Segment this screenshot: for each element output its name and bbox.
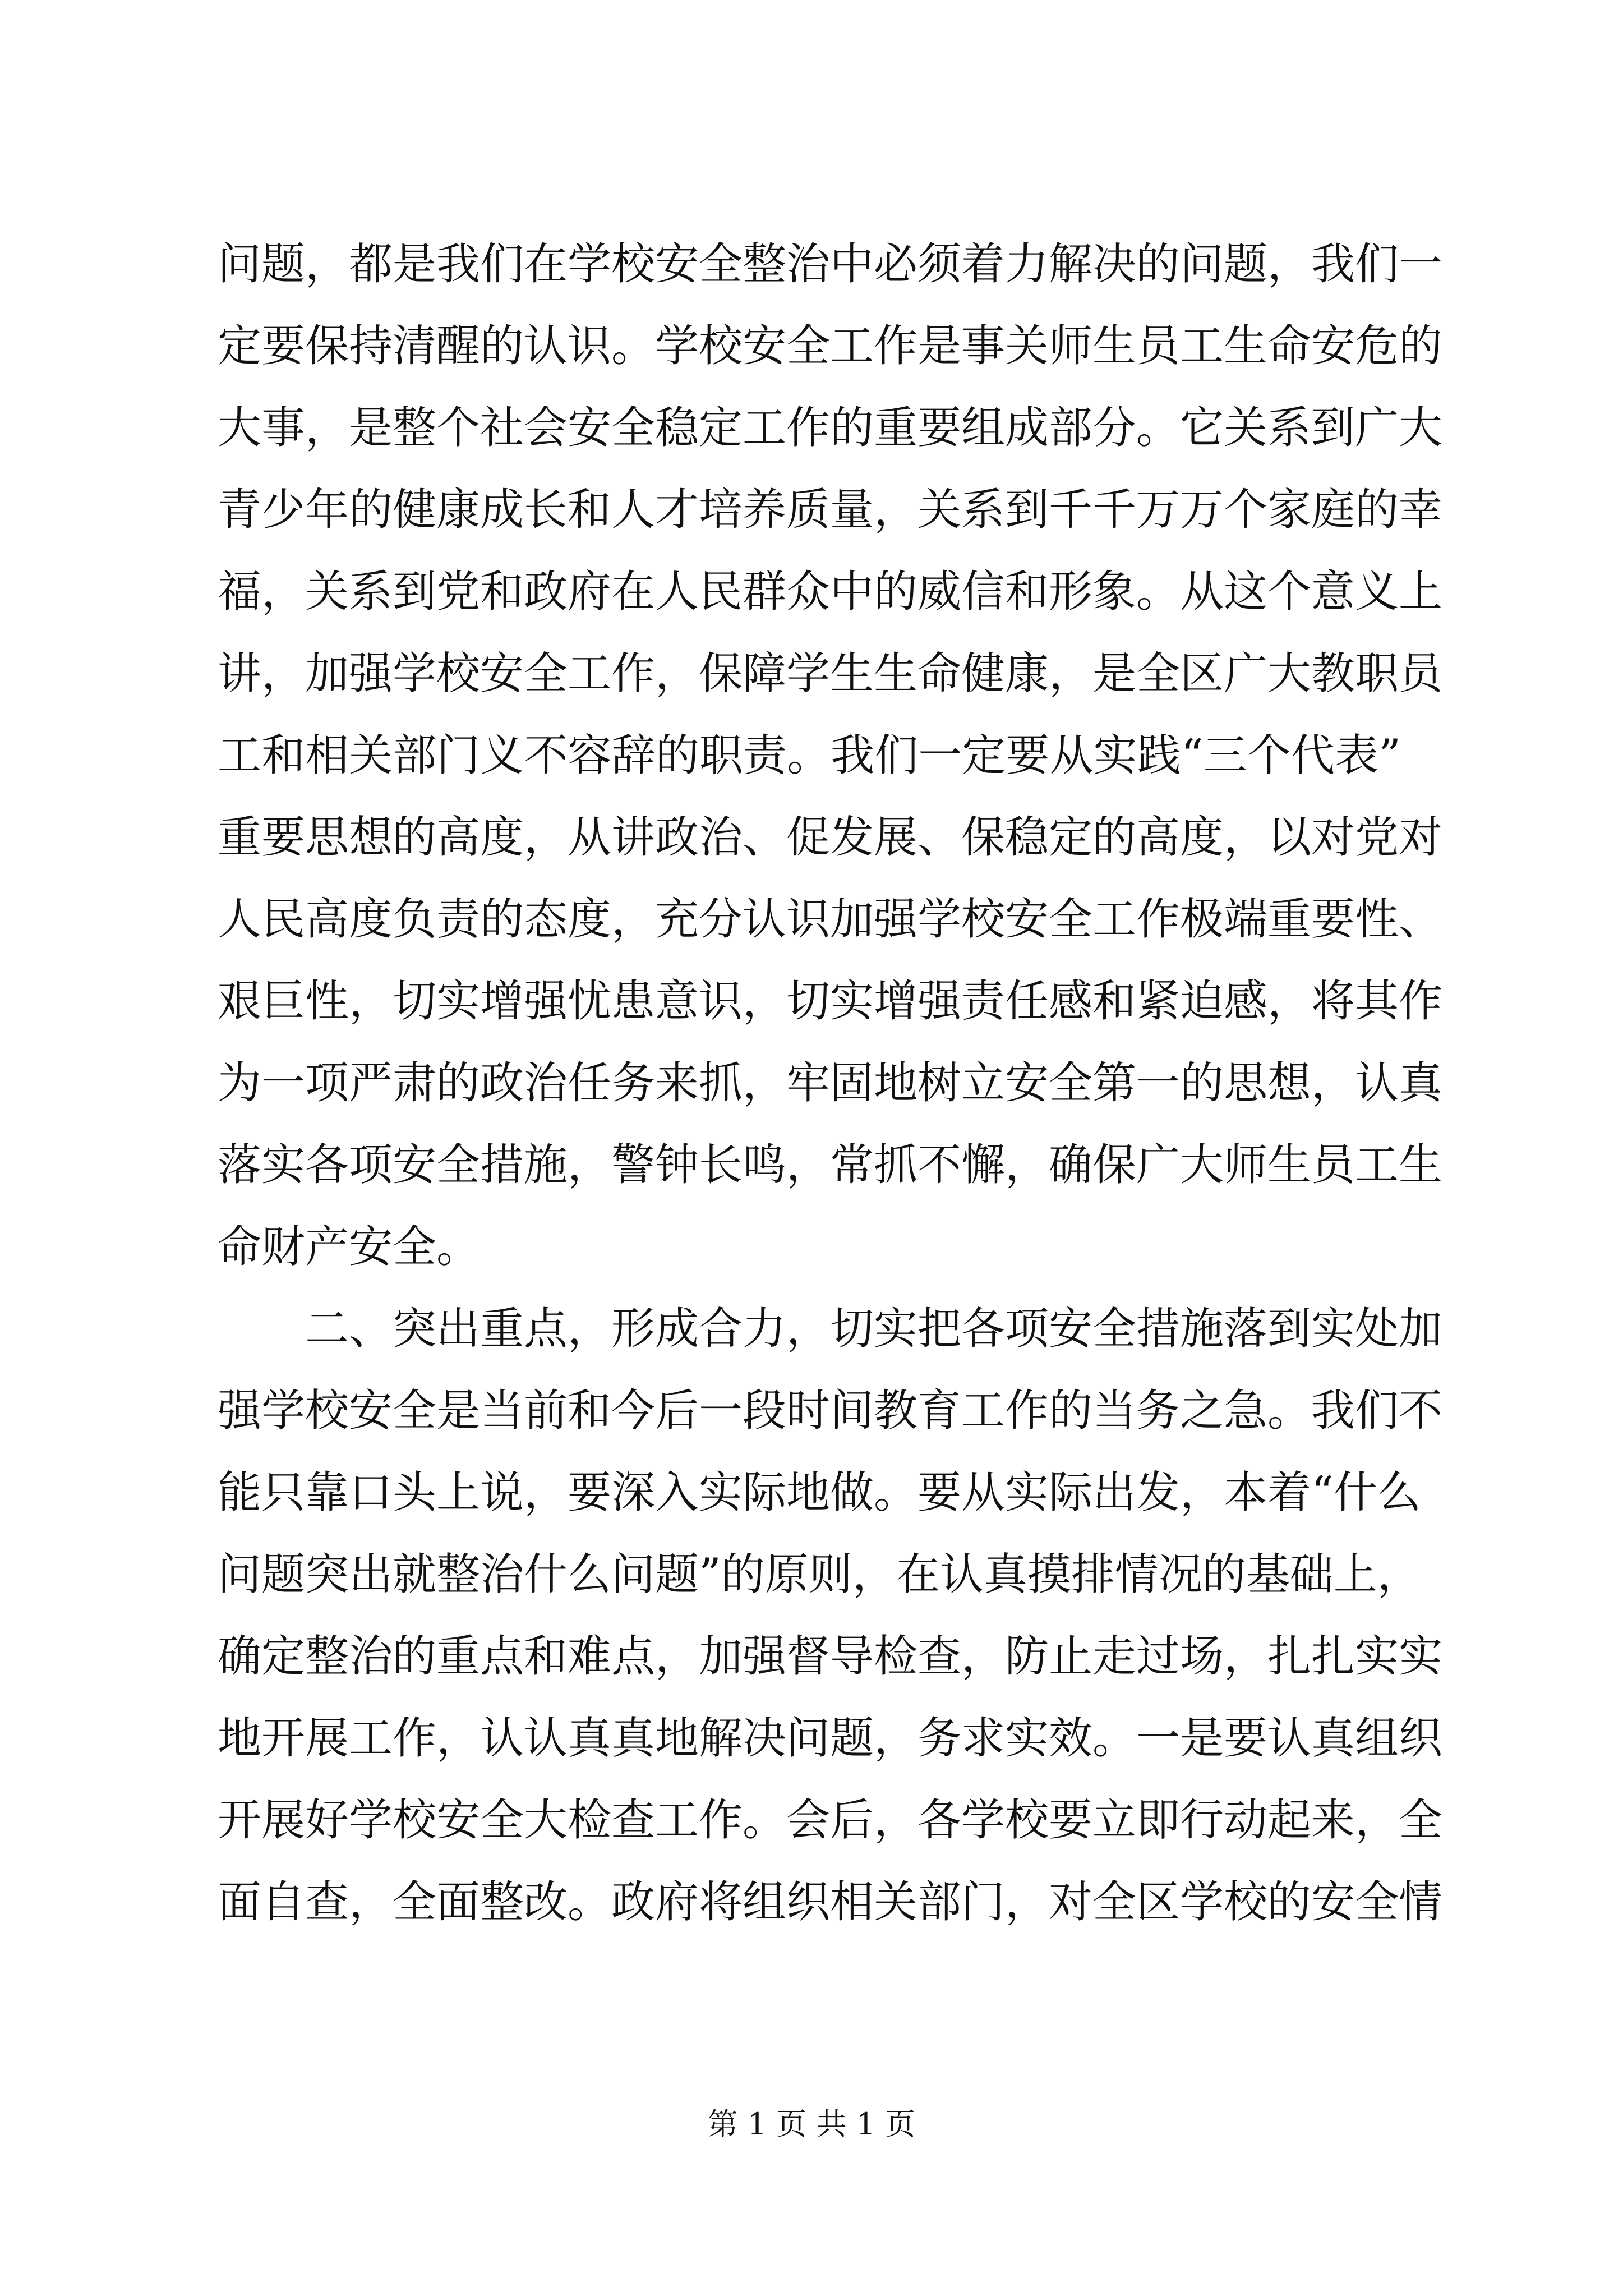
text-line-1: 问题，都是我们在学校安全整治中必须着力解决的问题，我们一 (218, 239, 1443, 289)
text-line-9: 人民高度负责的态度，充分认识加强学校安全工作极端重要性、 (218, 894, 1443, 945)
page-footer: 第 1 页 共 1 页 (707, 2106, 916, 2142)
text-line-3: 大事，是整个社会安全稳定工作的重要组成部分。它关系到广大 (218, 403, 1443, 453)
text-line-10: 艰巨性，切实增强忧患意识，切实增强责任感和紧迫感，将其作 (218, 976, 1443, 1027)
text-line-7: 工和相关部门义不容辞的职责。我们一定要从实践“三个代表” (218, 730, 1401, 781)
text-line-12: 落实各项安全措施，警钟长鸣，常抓不懈，确保广大师生员工生 (218, 1140, 1443, 1190)
text-line-21: 面自查，全面整改。政府将组织相关部门，对全区学校的安全情 (218, 1877, 1443, 1927)
text-line-2: 定要保持清醒的认识。学校安全工作是事关师生员工生命安危的 (218, 321, 1443, 371)
body-text (218, 223, 1443, 1943)
text-line-11: 为一项严肃的政治任务来抓，牢固地树立安全第一的思想，认真 (218, 1058, 1443, 1108)
text-line-18: 确定整治的重点和难点，加强督导检查，防止走过场，扎扎实实 (218, 1631, 1443, 1682)
text-line-19: 地开展工作，认认真真地解决问题，务求实效。一是要认真组织 (218, 1713, 1443, 1764)
text-line-15: 强学校安全是当前和今后一段时间教育工作的当务之急。我们不 (218, 1386, 1443, 1436)
text-line-17: 问题突出就整治什么问题”的原则，在认真摸排情况的基础上， (218, 1549, 1421, 1600)
text-line-13: 命财产安全。 (218, 1222, 481, 1272)
text-line-16: 能只靠口头上说，要深入实际地做。要从实际出发，本着“什么 (218, 1467, 1421, 1518)
text-line-4: 青少年的健康成长和人才培养质量，关系到千千万万个家庭的幸 (218, 485, 1443, 535)
text-line-14: 二、突出重点，形成合力，切实把各项安全措施落到实处加 (218, 1304, 1443, 1354)
text-line-8: 重要思想的高度，从讲政治、促发展、保稳定的高度，以对党对 (218, 812, 1443, 863)
text-line-20: 开展好学校安全大检查工作。会后，各学校要立即行动起来，全 (218, 1795, 1443, 1846)
text-line-5: 福，关系到党和政府在人民群众中的威信和形象。从这个意义上 (218, 567, 1443, 617)
text-line-6: 讲，加强学校安全工作，保障学生生命健康，是全区广大教职员 (218, 648, 1443, 699)
